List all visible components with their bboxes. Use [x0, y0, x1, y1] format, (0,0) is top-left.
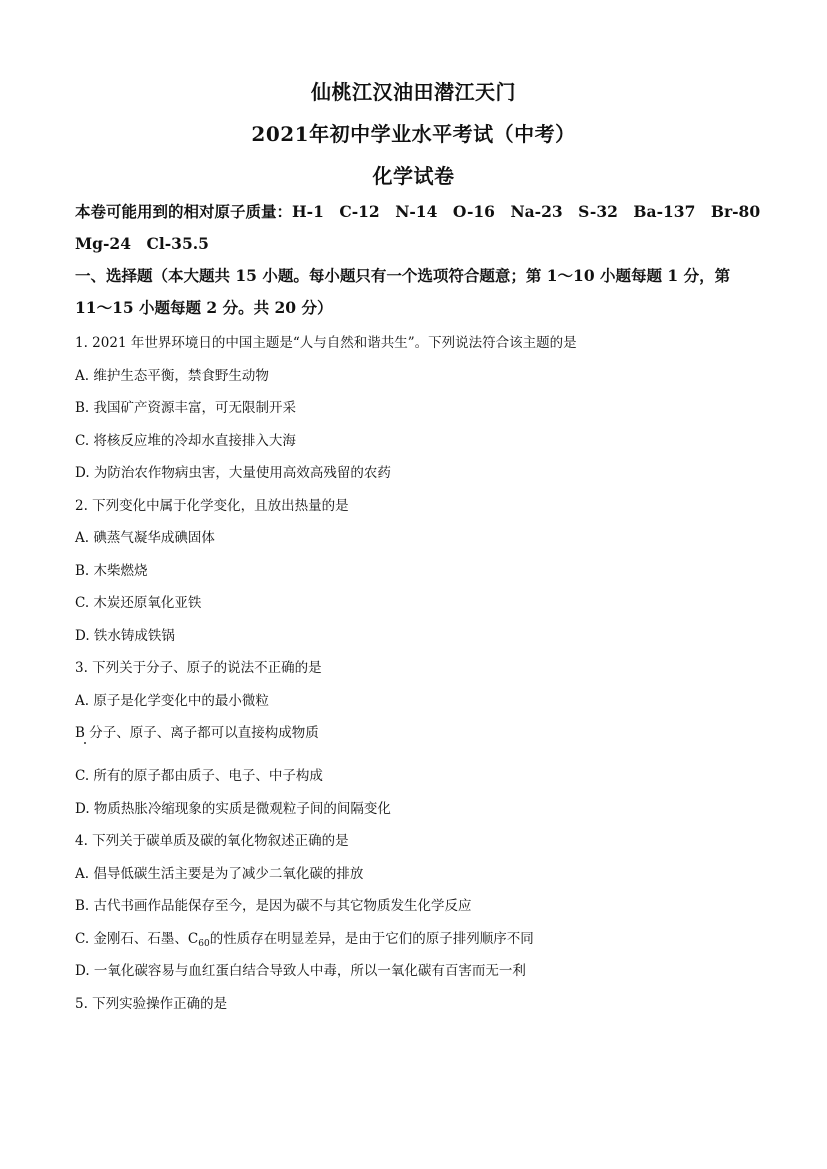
question-2-option-b: B. 木柴燃烧: [75, 563, 148, 579]
question-1-option-a: A. 维护生态平衡，禁食野生动物: [75, 368, 269, 384]
question-5-stem: 5. 下列实验操作正确的是: [75, 996, 228, 1012]
exam-year-title: 2021年初中学业水平考试（中考）: [251, 122, 576, 146]
question-1-option-c: C. 将核反应堆的冷却水直接排入大海: [75, 433, 296, 449]
question-4-option-a: A. 倡导低碳生活主要是为了减少二氧化碳的排放: [75, 866, 364, 882]
stray-dot-mark: [84, 742, 86, 744]
question-4-option-d: D. 一氧化碳容易与血红蛋白结合导致人中毒，所以一氧化碳有百害而无一利: [75, 963, 526, 979]
question-3-stem: 3. 下列关于分子、原子的说法不正确的是: [75, 660, 322, 676]
question-4-option-c-suffix: 的性质存在明显差异，是由于它们的原子排列顺序不同: [209, 931, 534, 947]
question-4-option-b: B. 古代书画作品能保存至今，是因为碳不与其它物质发生化学反应: [75, 898, 472, 914]
atomic-mass-line-2: Mg-24 Cl-35.5: [75, 234, 209, 253]
question-4-option-c-prefix: C. 金刚石、石墨、C: [75, 931, 199, 947]
question-1-stem: 1. 2021 年世界环境日的中国主题是“人与自然和谐共生”。下列说法符合该主题的是: [75, 335, 577, 351]
subject-title: 化学试卷: [372, 164, 455, 188]
question-3-option-c: C. 所有的原子都由质子、电子、中子构成: [75, 768, 323, 784]
question-1-option-d: D. 为防治农作物病虫害，大量使用高效高残留的农药: [75, 465, 391, 481]
exam-region-title: 仙桃江汉油田潜江天门: [311, 80, 516, 104]
question-2-option-a: A. 碘蒸气凝华成碘固体: [75, 530, 215, 546]
question-2-option-d: D. 铁水铸成铁锅: [75, 628, 175, 644]
question-3-option-d: D. 物质热胀冷缩现象的实质是微观粒子间的间隔变化: [75, 801, 391, 817]
question-1-option-b: B. 我国矿产资源丰富，可无限制开采: [75, 400, 297, 416]
section-heading-line-1: 一、选择题（本大题共 15 小题。每小题只有一个选项符合题意；第 1～10 小题每题 1 分，第: [75, 266, 731, 285]
question-3-option-b: B 分子、原子、离子都可以直接构成物质: [75, 725, 319, 741]
question-4-stem: 4. 下列关于碳单质及碳的氧化物叙述正确的是: [75, 833, 349, 849]
question-4-option-c: [75, 927, 534, 949]
c60-subscript: 60: [198, 939, 210, 949]
section-heading-line-2: 11～15 小题每题 2 分。共 20 分）: [75, 298, 333, 317]
atomic-mass-line-1: 本卷可能用到的相对原子质量：H-1 C-12 N-14 O-16 Na-23 S-32 Ba-137 Br-80: [75, 202, 761, 221]
question-2-stem: 2. 下列变化中属于化学变化，且放出热量的是: [75, 498, 349, 514]
question-2-option-c: C. 木炭还原氧化亚铁: [75, 595, 202, 611]
question-3-option-a: A. 原子是化学变化中的最小微粒: [75, 693, 269, 709]
